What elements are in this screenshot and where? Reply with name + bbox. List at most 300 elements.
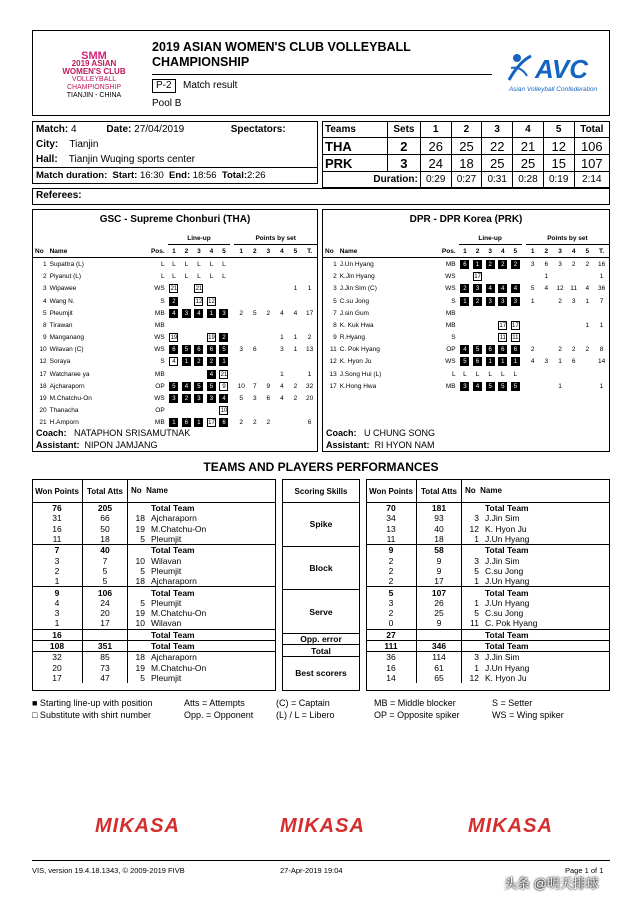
lineup-cell (205, 332, 218, 344)
set-points (526, 319, 540, 331)
won-points: 14 (366, 673, 417, 683)
lineup-cell (193, 258, 206, 271)
player-name: J.Un Hyang (485, 662, 530, 673)
lineup-cell (509, 271, 522, 283)
set-points: 4 (280, 382, 284, 390)
lineup-cell (484, 380, 497, 392)
player-number: 11 (329, 346, 337, 354)
total-value: 2:26 (247, 170, 266, 181)
set-duration: 0:29 (420, 172, 451, 188)
city-value: Tianjin (69, 139, 99, 150)
starting-position: 3 (169, 394, 178, 403)
lineup-cell (484, 295, 497, 307)
total-atts: 66 (83, 513, 128, 523)
total-atts: 181 (417, 503, 462, 514)
column-header: 1 (530, 247, 535, 255)
set-points (262, 258, 276, 271)
total-atts: 25 (417, 608, 462, 618)
perf-row (366, 503, 610, 514)
starting-position: 4 (219, 394, 228, 403)
player-number: 5 (474, 565, 479, 576)
total-points: 16 (597, 260, 606, 268)
set-points (275, 356, 289, 368)
player-number: 19 (39, 395, 47, 403)
footer-version: VIS, version 19.4.18.1343, © 2009-2019 FIVB (32, 866, 185, 875)
set-points: 4 (293, 309, 298, 317)
player-row (323, 332, 609, 344)
event-logo-line2: 2019 ASIAN (71, 59, 117, 68)
player-number: 5 (474, 608, 479, 619)
player-number: 5 (333, 297, 337, 305)
player-name: Ajcharaporn (151, 576, 197, 587)
perf-row (32, 673, 276, 683)
player-name: J.Jin Sim (485, 555, 520, 566)
player-number: 12 (469, 523, 479, 534)
starting-position: 5 (207, 382, 216, 391)
set-score: 15 (543, 155, 574, 172)
score-header: 5 (543, 122, 574, 138)
set-points (567, 368, 581, 380)
player-number: 1 (474, 597, 479, 608)
libero-mark: L (209, 273, 214, 281)
total-atts: 346 (417, 640, 462, 651)
set-points (248, 283, 262, 295)
match-result-label: Match result (183, 80, 238, 91)
total-atts: 114 (417, 652, 462, 663)
lineup-cell (218, 295, 231, 307)
player-number: 1 (474, 534, 479, 545)
set-points (262, 344, 276, 356)
lineup-cell (193, 417, 206, 429)
lineup-cell (471, 319, 484, 331)
lineup-cell (168, 307, 181, 319)
starting-position: 3 (486, 297, 495, 306)
total-points (302, 405, 317, 417)
skill-name: Serve (282, 590, 360, 634)
lineup-cell (180, 392, 193, 404)
total-atts: 93 (417, 513, 462, 523)
total-points: 13 (306, 346, 314, 354)
player-number: 9 (42, 334, 47, 342)
perf-left-table (32, 480, 276, 683)
player-number: 13 (329, 370, 337, 378)
perf-row (32, 640, 276, 651)
legend-row (32, 697, 610, 709)
player-row (323, 271, 609, 283)
total-team-label: Total Team (148, 587, 276, 598)
event-logo-line1: SMM (81, 50, 107, 62)
perf-row (32, 652, 276, 663)
player-row (323, 368, 609, 380)
event-logo-line4: VOLLEYBALL CHAMPIONSHIP (66, 76, 122, 91)
total-points: 36 (597, 285, 606, 293)
player-name: K. Kuk Hwa (339, 321, 374, 329)
lineup-cell (218, 271, 231, 283)
set-points: 1 (544, 273, 549, 281)
set-points: 3 (530, 260, 535, 268)
perf-row (366, 524, 610, 534)
lineup-cell (193, 283, 206, 295)
lineup-cell (193, 344, 206, 356)
substitute-number: 21 (220, 371, 228, 378)
starting-position: 1 (219, 357, 228, 366)
set-points: 12 (556, 285, 564, 293)
score-table (322, 121, 610, 188)
player-row (33, 380, 317, 392)
starting-position: 3 (207, 394, 216, 403)
set-score: 22 (482, 138, 513, 155)
starting-position: 1 (169, 418, 178, 427)
player-position: L (161, 273, 165, 281)
set-points: 1 (558, 382, 562, 390)
lineup-cell (205, 319, 218, 331)
won-points: 2 (32, 566, 83, 576)
set-points: 1 (280, 370, 284, 378)
lineup-cell (484, 258, 497, 271)
player-number: 18 (135, 513, 145, 524)
column-header: 1 (463, 247, 467, 255)
match-date (102, 122, 226, 137)
set-points (262, 295, 276, 307)
player-number: 5 (140, 672, 145, 683)
city-label: City: (36, 139, 59, 150)
player-name: M.Chatchu-On (151, 523, 207, 534)
team-b-lineup-table (323, 232, 609, 392)
pool-label: Pool B (152, 98, 182, 109)
total-atts: 47 (83, 673, 128, 683)
starting-position: 1 (511, 357, 520, 366)
lineup-cell (496, 319, 509, 331)
starting-position: 4 (511, 284, 520, 293)
set-points: 3 (571, 297, 576, 305)
won-points: 13 (366, 524, 417, 534)
coach-name: U CHUNG SONG (364, 428, 436, 438)
won-points: 20 (32, 662, 83, 672)
total-atts: 5 (83, 576, 128, 587)
perf-row (32, 576, 276, 587)
lineup-cell (218, 319, 231, 331)
score-header: 2 (451, 122, 482, 138)
set-points (540, 368, 554, 380)
substitute-number: 4 (169, 357, 178, 366)
lineup-cell (193, 332, 206, 344)
player-number (128, 640, 149, 651)
set-points (248, 356, 262, 368)
starting-position: 6 (498, 345, 507, 354)
page-title: 2019 ASIAN WOMEN'S CLUB VOLLEYBALL CHAMPIONSHIP (152, 40, 411, 69)
player-name: J.Un Hyang (339, 260, 374, 268)
event-logo (48, 52, 140, 100)
set-points: 1 (585, 297, 590, 305)
lineup-cell (496, 380, 509, 392)
svg-text:AVC: AVC (535, 54, 588, 84)
perf-mid-table (282, 480, 360, 689)
column-header: Name (339, 247, 358, 255)
player-number: 8 (42, 321, 47, 329)
substitute-number: 11 (499, 335, 506, 342)
player-name: Pleumjit (151, 672, 182, 683)
player-name: Wipawee (49, 285, 77, 293)
team-a-title: GSC - Supreme Chonburi (THA) (99, 214, 251, 225)
legend-item: OP = Opposite spiker (374, 710, 460, 720)
total-atts: 18 (417, 534, 462, 545)
lineup-cell (471, 380, 484, 392)
set-points: 2 (530, 346, 535, 354)
lineup-cell (168, 258, 181, 271)
lineup-cell (218, 258, 231, 271)
column-header: T. (307, 247, 313, 255)
lineup-cell (205, 380, 218, 392)
set-points: 10 (237, 382, 245, 390)
total-atts: 50 (83, 524, 128, 534)
starting-position: 5 (169, 382, 178, 391)
set-points (275, 417, 289, 429)
starting-position: 4 (194, 309, 203, 318)
start-label: Start: (112, 170, 138, 181)
player-name: H.Amporn (49, 419, 79, 427)
skill-row (282, 546, 360, 590)
set-points (275, 258, 289, 271)
total-atts: 9 (417, 566, 462, 576)
set-points (540, 332, 554, 344)
set-points (234, 405, 248, 417)
column-header: 2 (252, 247, 257, 255)
total-atts: 107 (417, 587, 462, 598)
player-position: WS (445, 358, 456, 366)
total-atts: 20 (83, 608, 128, 618)
lineup-cell (193, 356, 206, 368)
legend-item: (L) / L = Libero (276, 710, 335, 720)
player-position: L (452, 370, 456, 378)
player-number: 10 (135, 618, 145, 629)
starting-position: 1 (486, 357, 495, 366)
player-number (462, 640, 483, 651)
lineup-cell (484, 307, 497, 319)
set-points: 7 (252, 382, 257, 390)
set-score: 18 (451, 155, 482, 172)
total-points (302, 319, 317, 331)
lineup-cell (459, 332, 472, 344)
set-points (567, 271, 581, 283)
set-points: 2 (239, 419, 244, 427)
column-header: 3 (558, 247, 562, 255)
starting-position: 5 (219, 345, 228, 354)
player-row (33, 319, 317, 331)
city (32, 137, 318, 152)
player-name: K.Jin Hyang (339, 273, 375, 281)
total-team-label: Total Team (482, 629, 610, 640)
player-row (323, 283, 609, 295)
substitute-number: 17 (512, 322, 519, 329)
sponsor-logo: MIKASA (468, 815, 553, 837)
set-points (289, 319, 303, 331)
substitute-number: 9 (219, 382, 228, 391)
won-points: 16 (366, 662, 417, 672)
player-number: 12 (39, 358, 47, 366)
set-points (526, 271, 540, 283)
player-name: J.Jin Sim (C) (339, 285, 377, 293)
substitute-number: 17 (499, 322, 507, 329)
sponsor-logo: MIKASA (95, 815, 180, 837)
player-name: Manganang (49, 334, 84, 342)
set-points: 3 (558, 260, 562, 268)
duration-row-label: Duration: (323, 172, 421, 188)
total-points (594, 307, 609, 319)
set-points (526, 307, 540, 319)
starting-position: 2 (194, 357, 203, 366)
total-points (302, 258, 317, 271)
lineup-header-row (33, 232, 317, 245)
perf-row (32, 629, 276, 640)
set-points (275, 283, 289, 295)
referees-box (32, 188, 610, 205)
starting-position: 5 (498, 382, 507, 391)
player-number: 18 (128, 652, 149, 663)
player-name: Ajcharaporn (151, 513, 197, 524)
player-name: Pleumjit (151, 534, 182, 545)
starting-position: 3 (473, 284, 482, 293)
player-name: Wang N. (49, 297, 75, 305)
total-points: 1 (307, 285, 312, 293)
player-number: 5 (140, 565, 145, 576)
set-points: 2 (571, 260, 576, 268)
set-points (289, 271, 303, 283)
total-points (594, 368, 609, 380)
lineup-cell (509, 380, 522, 392)
total-atts: 26 (417, 598, 462, 608)
perf-header-row (366, 480, 610, 503)
set-points: 1 (585, 321, 590, 329)
total-atts (83, 629, 128, 640)
skill-row (282, 590, 360, 634)
lineup-cell (193, 392, 206, 404)
player-position: WS (154, 346, 165, 354)
perf-row (32, 555, 276, 565)
player-row (33, 295, 317, 307)
lineup-cell (509, 295, 522, 307)
perf-row (32, 534, 276, 545)
skill-name: Total (282, 645, 360, 656)
player-name: C.su Jong (485, 608, 524, 619)
match-number (32, 122, 102, 137)
lineup-cell (509, 368, 522, 380)
player-name: J.Un Hyang (485, 597, 530, 608)
won-points-header: Won Points (32, 480, 83, 503)
substitute-number: 17 (474, 274, 481, 281)
won-points: 0 (366, 618, 417, 629)
player-name: J.sin Gum (339, 309, 369, 317)
starting-position: 4 (473, 382, 482, 391)
player-name: Ajcharaporn (148, 652, 276, 663)
legend-item: (C) = Captain (276, 698, 330, 708)
set-duration: 0:31 (482, 172, 513, 188)
set-points (553, 271, 567, 283)
no-name-header: No Name (465, 486, 502, 495)
lineup-cell (484, 356, 497, 368)
set-score: 24 (420, 155, 451, 172)
set-points (248, 319, 262, 331)
set-duration: 0:19 (543, 172, 574, 188)
perf-row (366, 576, 610, 587)
player-row (323, 307, 609, 319)
set-points: 2 (239, 309, 244, 317)
title-rule (152, 74, 492, 75)
perf-row (32, 587, 276, 598)
player-row (33, 307, 317, 319)
column-header: 5 (513, 247, 518, 255)
starting-position: 2 (486, 260, 495, 269)
libero-mark: L (197, 260, 201, 268)
team-a-lineup-table (33, 232, 317, 429)
total-points: 1 (599, 273, 604, 281)
skill-name: Block (282, 546, 360, 590)
perf-row (366, 545, 610, 556)
player-position: S (451, 334, 456, 342)
starting-position: 4 (486, 284, 495, 293)
column-header: 5 (585, 247, 590, 255)
perf-row (32, 566, 276, 576)
set-points (248, 271, 262, 283)
lineup-cell (205, 258, 218, 271)
column-header: No (35, 247, 44, 255)
lineup-cell (218, 405, 231, 417)
lineup-cell (509, 283, 522, 295)
perf-row (366, 618, 610, 629)
total-atts: 40 (417, 524, 462, 534)
set-points (289, 368, 303, 380)
set-points: 5 (239, 395, 244, 403)
player-number: 4 (42, 297, 47, 305)
set-points (248, 405, 262, 417)
lineup-cell (168, 332, 181, 344)
perf-row (32, 503, 276, 514)
substitute-number: 19 (170, 335, 178, 342)
total-points (302, 271, 317, 283)
legend-item: □ Substitute with shirt number (32, 710, 151, 720)
set-points: 1 (293, 334, 298, 342)
perf-row (32, 608, 276, 618)
perf-row (32, 662, 276, 672)
player-name: C.su Jong (339, 297, 369, 305)
sponsor-logo: MIKASA (280, 815, 365, 837)
substitute-number: 11 (512, 335, 519, 342)
lineup-cell (180, 356, 193, 368)
coach-label: Coach: (326, 428, 357, 438)
player-name: K. Hyon Ju (339, 358, 372, 366)
set-points (540, 380, 554, 392)
start-value: 16:30 (139, 170, 164, 181)
starting-position: 6 (182, 418, 191, 427)
match-duration (32, 168, 318, 184)
player-number: 10 (135, 555, 145, 566)
won-points: 16 (32, 524, 83, 534)
column-header: 5 (222, 247, 226, 255)
total-atts: 73 (83, 662, 128, 672)
match-code: P-2 (152, 79, 176, 93)
set-points: 1 (558, 358, 562, 366)
lineup-cell (205, 356, 218, 368)
player-position: WS (445, 285, 456, 293)
player-position: MB (445, 382, 456, 390)
skill-row (282, 503, 360, 547)
won-points: 32 (32, 652, 83, 663)
player-name: J.Un Hyang (485, 534, 530, 545)
set-points (567, 332, 581, 344)
set-points (262, 319, 276, 331)
perf-row (32, 513, 276, 523)
player-number: 5 (140, 534, 145, 545)
lineup-cell (471, 344, 484, 356)
